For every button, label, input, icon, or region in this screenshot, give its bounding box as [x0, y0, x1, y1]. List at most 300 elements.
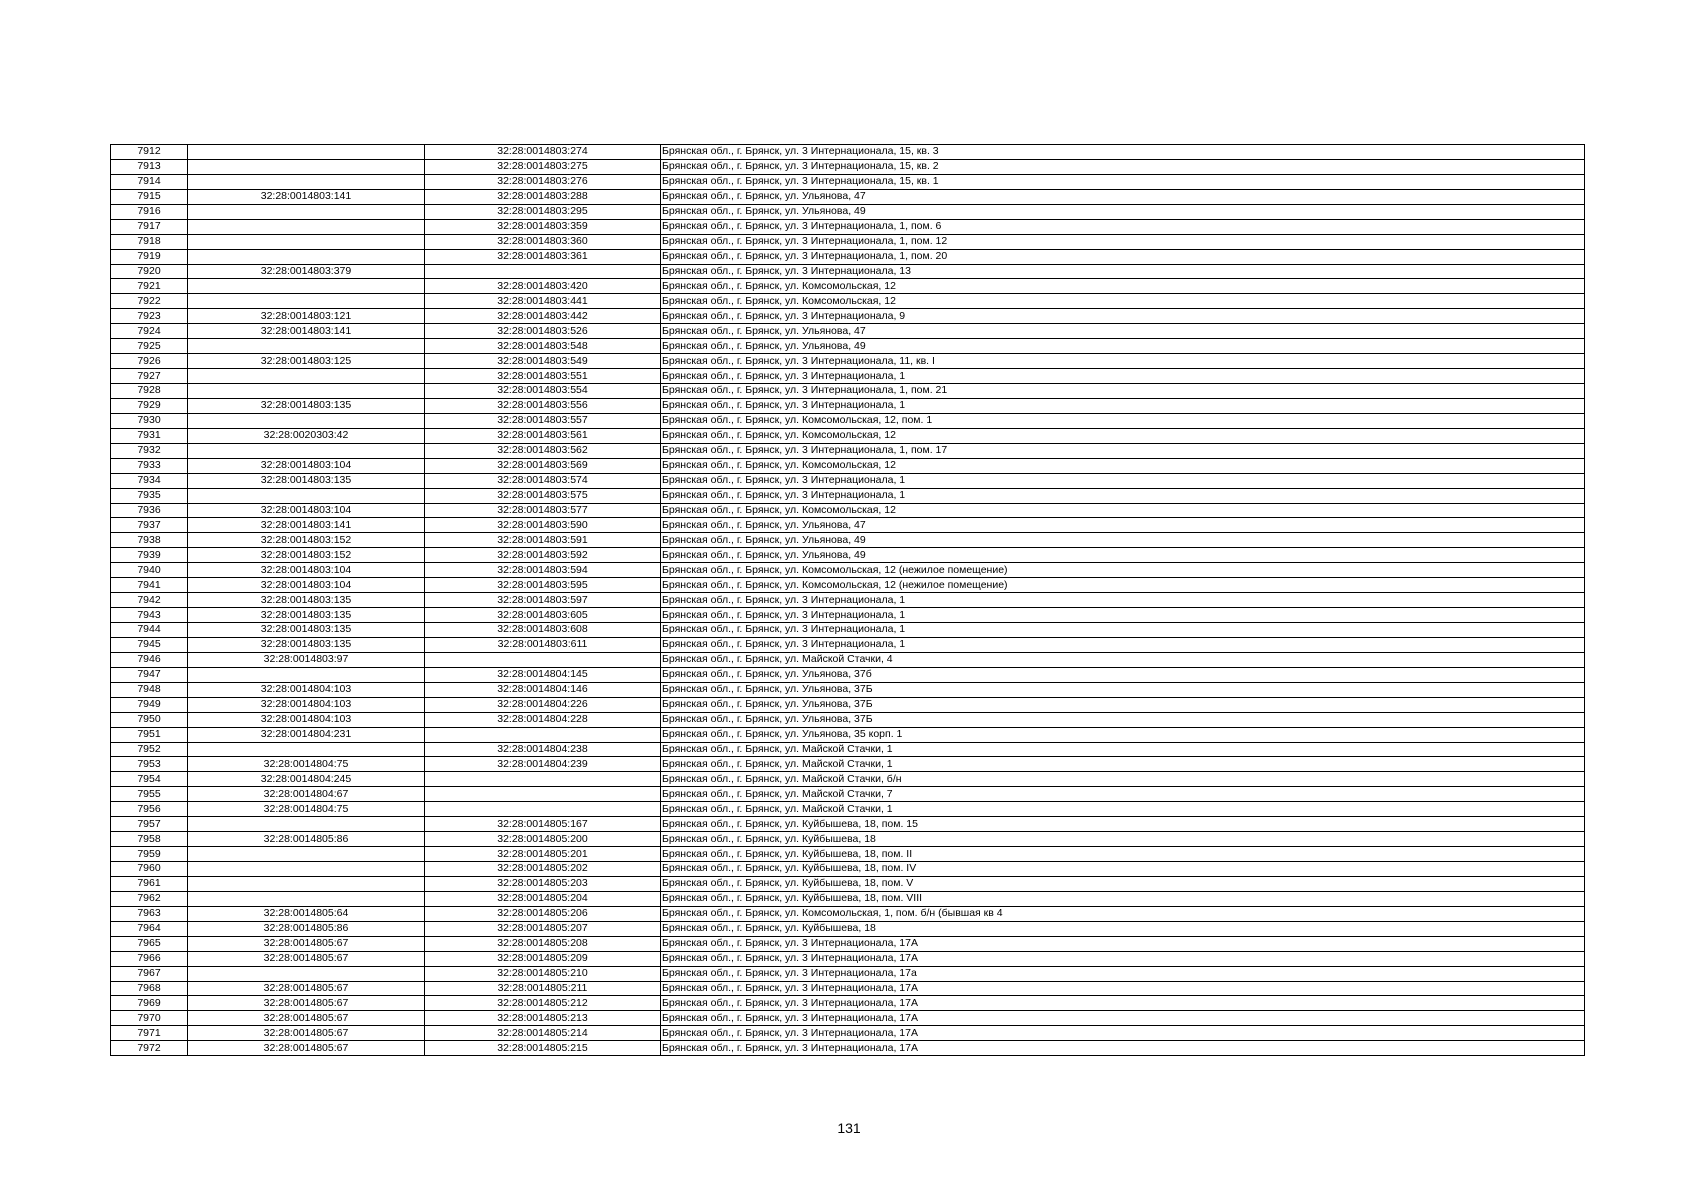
- row-number-cell: 7958: [111, 832, 188, 847]
- table-row: [111, 966, 1585, 981]
- address-cell: Брянская обл., г. Брянск, ул. 3 Интернационала, 1: [661, 593, 1585, 608]
- cadastral-number-cell: 32:28:0014803:274: [425, 145, 661, 160]
- row-number-cell: 7927: [111, 369, 188, 384]
- address-cell: Брянская обл., г. Брянск, ул. 3 Интернационала, 13: [661, 264, 1585, 279]
- cadastral-number-cell: 32:28:0014803:526: [425, 324, 661, 339]
- parent-cadastral-cell: 32:28:0014803:135: [188, 398, 425, 413]
- parent-cadastral-cell: 32:28:0014805:64: [188, 906, 425, 921]
- table-row: [111, 876, 1585, 891]
- parent-cadastral-cell: 32:28:0014804:103: [188, 697, 425, 712]
- row-number-cell: 7916: [111, 204, 188, 219]
- cadastral-number-cell: 32:28:0014803:360: [425, 234, 661, 249]
- cadastral-number-cell: 32:28:0014803:295: [425, 204, 661, 219]
- parent-cadastral-cell: [188, 847, 425, 862]
- row-number-cell: 7926: [111, 354, 188, 369]
- row-number-cell: 7961: [111, 876, 188, 891]
- cadastral-number-cell: 32:28:0014803:595: [425, 578, 661, 593]
- address-cell: Брянская обл., г. Брянск, ул. 3 Интернационала, 17А: [661, 936, 1585, 951]
- parent-cadastral-cell: 32:28:0014805:67: [188, 996, 425, 1011]
- table-row: [111, 578, 1585, 593]
- address-cell: Брянская обл., г. Брянск, ул. 3 Интернационала, 1: [661, 488, 1585, 503]
- cadastral-number-cell: [425, 772, 661, 787]
- address-cell: Брянская обл., г. Брянск, ул. Комсомольская, 1, пом. б/н (бывшая кв 4: [661, 906, 1585, 921]
- row-number-cell: 7963: [111, 906, 188, 921]
- address-cell: Брянская обл., г. Брянск, ул. 3 Интернационала, 9: [661, 309, 1585, 324]
- cadastral-number-cell: 32:28:0014803:359: [425, 219, 661, 234]
- row-number-cell: 7917: [111, 219, 188, 234]
- row-number-cell: 7918: [111, 234, 188, 249]
- address-cell: Брянская обл., г. Брянск, ул. 3 Интернационала, 1, пом. 17: [661, 443, 1585, 458]
- table-row: [111, 757, 1585, 772]
- table-row: [111, 204, 1585, 219]
- parent-cadastral-cell: 32:28:0014803:135: [188, 473, 425, 488]
- address-cell: Брянская обл., г. Брянск, ул. Комсомольская, 12: [661, 503, 1585, 518]
- parent-cadastral-cell: 32:28:0014805:67: [188, 936, 425, 951]
- address-cell: Брянская обл., г. Брянск, ул. Куйбышева, 18, пом. VIII: [661, 891, 1585, 906]
- parent-cadastral-cell: 32:28:0014803:141: [188, 518, 425, 533]
- address-cell: Брянская обл., г. Брянск, ул. Ульянова, 47: [661, 324, 1585, 339]
- parent-cadastral-cell: 32:28:0014803:379: [188, 264, 425, 279]
- row-number-cell: 7936: [111, 503, 188, 518]
- row-number-cell: 7968: [111, 981, 188, 996]
- row-number-cell: 7935: [111, 488, 188, 503]
- cadastral-number-cell: 32:28:0014803:591: [425, 533, 661, 548]
- address-cell: Брянская обл., г. Брянск, ул. 3 Интернационала, 1: [661, 623, 1585, 638]
- table-row: [111, 936, 1585, 951]
- cadastral-number-cell: 32:28:0014803:275: [425, 159, 661, 174]
- table-row: [111, 817, 1585, 832]
- cadastral-number-cell: 32:28:0014805:211: [425, 981, 661, 996]
- address-cell: Брянская обл., г. Брянск, ул. 3 Интернационала, 17А: [661, 981, 1585, 996]
- address-cell: Брянская обл., г. Брянск, ул. Ульянова, 49: [661, 548, 1585, 563]
- cadastral-number-cell: 32:28:0014805:214: [425, 1026, 661, 1041]
- parent-cadastral-cell: 32:28:0014804:245: [188, 772, 425, 787]
- address-cell: Брянская обл., г. Брянск, ул. 3 Интернационала, 1: [661, 369, 1585, 384]
- address-cell: Брянская обл., г. Брянск, ул. Комсомольская, 12: [661, 428, 1585, 443]
- parent-cadastral-cell: 32:28:0014803:104: [188, 563, 425, 578]
- address-cell: Брянская обл., г. Брянск, ул. 3 Интернационала, 15, кв. 1: [661, 174, 1585, 189]
- parent-cadastral-cell: [188, 742, 425, 757]
- table-row: [111, 309, 1585, 324]
- address-cell: Брянская обл., г. Брянск, ул. Ульянова, 37б: [661, 667, 1585, 682]
- cadastral-number-cell: 32:28:0014803:442: [425, 309, 661, 324]
- table-row: [111, 428, 1585, 443]
- address-cell: Брянская обл., г. Брянск, ул. Куйбышева, 18, пом. 15: [661, 817, 1585, 832]
- address-cell: Брянская обл., г. Брянск, ул. Комсомольская, 12: [661, 279, 1585, 294]
- row-number-cell: 7921: [111, 279, 188, 294]
- parent-cadastral-cell: [188, 862, 425, 877]
- table-row: [111, 443, 1585, 458]
- cadastral-number-cell: 32:28:0014805:207: [425, 921, 661, 936]
- table-row: [111, 608, 1585, 623]
- table-row: [111, 145, 1585, 160]
- registry-table: [110, 144, 1585, 1056]
- address-cell: Брянская обл., г. Брянск, ул. Куйбышева, 18, пом. V: [661, 876, 1585, 891]
- address-cell: Брянская обл., г. Брянск, ул. Куйбышева, 18, пом. IV: [661, 862, 1585, 877]
- address-cell: Брянская обл., г. Брянск, ул. Ульянова, 49: [661, 204, 1585, 219]
- address-cell: Брянская обл., г. Брянск, ул. Майской Стачки, 7: [661, 787, 1585, 802]
- row-number-cell: 7964: [111, 921, 188, 936]
- parent-cadastral-cell: 32:28:0014803:135: [188, 608, 425, 623]
- cadastral-number-cell: 32:28:0014803:556: [425, 398, 661, 413]
- cadastral-number-cell: 32:28:0014803:605: [425, 608, 661, 623]
- parent-cadastral-cell: [188, 294, 425, 309]
- row-number-cell: 7959: [111, 847, 188, 862]
- cadastral-number-cell: 32:28:0014804:145: [425, 667, 661, 682]
- table-row: [111, 996, 1585, 1011]
- parent-cadastral-cell: [188, 891, 425, 906]
- parent-cadastral-cell: [188, 817, 425, 832]
- table-row: [111, 652, 1585, 667]
- table-row: [111, 742, 1585, 757]
- address-cell: Брянская обл., г. Брянск, ул. Ульянова, 37Б: [661, 712, 1585, 727]
- address-cell: Брянская обл., г. Брянск, ул. Ульянова, 37Б: [661, 697, 1585, 712]
- table-row: [111, 413, 1585, 428]
- row-number-cell: 7945: [111, 637, 188, 652]
- table-row: [111, 324, 1585, 339]
- row-number-cell: 7912: [111, 145, 188, 160]
- table-row: [111, 667, 1585, 682]
- row-number-cell: 7942: [111, 593, 188, 608]
- cadastral-number-cell: 32:28:0014803:276: [425, 174, 661, 189]
- cadastral-number-cell: 32:28:0014803:549: [425, 354, 661, 369]
- parent-cadastral-cell: 32:28:0014804:231: [188, 727, 425, 742]
- cadastral-number-cell: 32:28:0014803:557: [425, 413, 661, 428]
- address-cell: Брянская обл., г. Брянск, ул. Майской Стачки, 1: [661, 802, 1585, 817]
- table-row: [111, 503, 1585, 518]
- row-number-cell: 7919: [111, 249, 188, 264]
- address-cell: Брянская обл., г. Брянск, ул. Комсомольская, 12, пом. 1: [661, 413, 1585, 428]
- row-number-cell: 7933: [111, 458, 188, 473]
- parent-cadastral-cell: [188, 876, 425, 891]
- cadastral-number-cell: 32:28:0014803:288: [425, 189, 661, 204]
- cadastral-number-cell: 32:28:0014803:361: [425, 249, 661, 264]
- row-number-cell: 7955: [111, 787, 188, 802]
- table-row: [111, 384, 1585, 399]
- row-number-cell: 7950: [111, 712, 188, 727]
- table-row: [111, 1041, 1585, 1056]
- cadastral-number-cell: 32:28:0014805:201: [425, 847, 661, 862]
- cadastral-number-cell: [425, 802, 661, 817]
- row-number-cell: 7925: [111, 339, 188, 354]
- table-row: [111, 593, 1585, 608]
- table-row: [111, 712, 1585, 727]
- cadastral-number-cell: 32:28:0014805:215: [425, 1041, 661, 1056]
- table-row: [111, 264, 1585, 279]
- cadastral-number-cell: 32:28:0014803:594: [425, 563, 661, 578]
- address-cell: Брянская обл., г. Брянск, ул. 3 Интернационала, 17А: [661, 1041, 1585, 1056]
- parent-cadastral-cell: [188, 443, 425, 458]
- parent-cadastral-cell: 32:28:0014803:152: [188, 533, 425, 548]
- parent-cadastral-cell: 32:28:0014803:104: [188, 503, 425, 518]
- cadastral-number-cell: 32:28:0014805:209: [425, 951, 661, 966]
- cadastral-number-cell: 32:28:0014803:548: [425, 339, 661, 354]
- cadastral-number-cell: 32:28:0014803:611: [425, 637, 661, 652]
- address-cell: Брянская обл., г. Брянск, ул. 3 Интернационала, 17А: [661, 1026, 1585, 1041]
- table-row: [111, 981, 1585, 996]
- address-cell: Брянская обл., г. Брянск, ул. Ульянова, 35 корп. 1: [661, 727, 1585, 742]
- parent-cadastral-cell: 32:28:0014803:141: [188, 189, 425, 204]
- table-row: [111, 832, 1585, 847]
- cadastral-number-cell: 32:28:0014805:167: [425, 817, 661, 832]
- cadastral-number-cell: 32:28:0014804:239: [425, 757, 661, 772]
- address-cell: Брянская обл., г. Брянск, ул. Ульянова, 37Б: [661, 682, 1585, 697]
- cadastral-number-cell: 32:28:0014803:554: [425, 384, 661, 399]
- address-cell: Брянская обл., г. Брянск, ул. 3 Интернационала, 17А: [661, 996, 1585, 1011]
- address-cell: Брянская обл., г. Брянск, ул. Майской Стачки, 1: [661, 742, 1585, 757]
- parent-cadastral-cell: [188, 249, 425, 264]
- row-number-cell: 7940: [111, 563, 188, 578]
- address-cell: Брянская обл., г. Брянск, ул. 3 Интернационала, 15, кв. 2: [661, 159, 1585, 174]
- parent-cadastral-cell: [188, 369, 425, 384]
- row-number-cell: 7946: [111, 652, 188, 667]
- parent-cadastral-cell: 32:28:0014803:135: [188, 637, 425, 652]
- cadastral-number-cell: [425, 264, 661, 279]
- address-cell: Брянская обл., г. Брянск, ул. 3 Интернационала, 17а: [661, 966, 1585, 981]
- row-number-cell: 7954: [111, 772, 188, 787]
- table-row: [111, 772, 1585, 787]
- address-cell: Брянская обл., г. Брянск, ул. 3 Интернационала, 17А: [661, 951, 1585, 966]
- table-row: [111, 623, 1585, 638]
- address-cell: Брянская обл., г. Брянск, ул. Ульянова, 49: [661, 533, 1585, 548]
- registry-table-body: [111, 145, 1585, 1056]
- table-row: [111, 862, 1585, 877]
- row-number-cell: 7913: [111, 159, 188, 174]
- parent-cadastral-cell: 32:28:0014803:135: [188, 623, 425, 638]
- row-number-cell: 7948: [111, 682, 188, 697]
- cadastral-number-cell: 32:28:0014803:551: [425, 369, 661, 384]
- row-number-cell: 7930: [111, 413, 188, 428]
- table-row: [111, 189, 1585, 204]
- address-cell: Брянская обл., г. Брянск, ул. 3 Интернационала, 1, пом. 20: [661, 249, 1585, 264]
- table-row: [111, 1011, 1585, 1026]
- table-row: [111, 159, 1585, 174]
- cadastral-number-cell: 32:28:0014803:569: [425, 458, 661, 473]
- address-cell: Брянская обл., г. Брянск, ул. Майской Стачки, б/н: [661, 772, 1585, 787]
- table-row: [111, 219, 1585, 234]
- parent-cadastral-cell: [188, 667, 425, 682]
- row-number-cell: 7953: [111, 757, 188, 772]
- address-cell: Брянская обл., г. Брянск, ул. Комсомольская, 12 (нежилое помещение): [661, 578, 1585, 593]
- address-cell: Брянская обл., г. Брянск, ул. Ульянова, 47: [661, 518, 1585, 533]
- row-number-cell: 7934: [111, 473, 188, 488]
- table-row: [111, 921, 1585, 936]
- table-row: [111, 637, 1585, 652]
- table-row: [111, 354, 1585, 369]
- address-cell: Брянская обл., г. Брянск, ул. 3 Интернационала, 1: [661, 637, 1585, 652]
- parent-cadastral-cell: 32:28:0014805:86: [188, 832, 425, 847]
- address-cell: Брянская обл., г. Брянск, ул. Куйбышева, 18, пом. II: [661, 847, 1585, 862]
- parent-cadastral-cell: [188, 174, 425, 189]
- cadastral-number-cell: 32:28:0014805:212: [425, 996, 661, 1011]
- cadastral-number-cell: 32:28:0014804:226: [425, 697, 661, 712]
- address-cell: Брянская обл., г. Брянск, ул. Майской Стачки, 4: [661, 652, 1585, 667]
- address-cell: Брянская обл., г. Брянск, ул. Комсомольская, 12 (нежилое помещение): [661, 563, 1585, 578]
- table-row: [111, 727, 1585, 742]
- cadastral-number-cell: 32:28:0014803:561: [425, 428, 661, 443]
- address-cell: Брянская обл., г. Брянск, ул. 3 Интернационала, 1: [661, 398, 1585, 413]
- table-row: [111, 906, 1585, 921]
- parent-cadastral-cell: [188, 413, 425, 428]
- parent-cadastral-cell: [188, 966, 425, 981]
- parent-cadastral-cell: [188, 488, 425, 503]
- cadastral-number-cell: 32:28:0014803:597: [425, 593, 661, 608]
- cadastral-number-cell: 32:28:0014805:200: [425, 832, 661, 847]
- row-number-cell: 7932: [111, 443, 188, 458]
- address-cell: Брянская обл., г. Брянск, ул. Комсомольская, 12: [661, 458, 1585, 473]
- row-number-cell: 7920: [111, 264, 188, 279]
- parent-cadastral-cell: 32:28:0014805:86: [188, 921, 425, 936]
- row-number-cell: 7941: [111, 578, 188, 593]
- address-cell: Брянская обл., г. Брянск, ул. Майской Стачки, 1: [661, 757, 1585, 772]
- cadastral-number-cell: 32:28:0014804:238: [425, 742, 661, 757]
- cadastral-number-cell: 32:28:0014803:608: [425, 623, 661, 638]
- cadastral-number-cell: 32:28:0014805:206: [425, 906, 661, 921]
- table-row: [111, 951, 1585, 966]
- cadastral-number-cell: [425, 787, 661, 802]
- table-row: [111, 563, 1585, 578]
- parent-cadastral-cell: [188, 159, 425, 174]
- address-cell: Брянская обл., г. Брянск, ул. 3 Интернационала, 1, пом. 21: [661, 384, 1585, 399]
- parent-cadastral-cell: 32:28:0014804:67: [188, 787, 425, 802]
- cadastral-number-cell: 32:28:0014803:441: [425, 294, 661, 309]
- row-number-cell: 7943: [111, 608, 188, 623]
- table-row: [111, 398, 1585, 413]
- address-cell: Брянская обл., г. Брянск, ул. Куйбышева, 18: [661, 832, 1585, 847]
- table-row: [111, 279, 1585, 294]
- row-number-cell: 7952: [111, 742, 188, 757]
- row-number-cell: 7914: [111, 174, 188, 189]
- table-row: [111, 473, 1585, 488]
- cadastral-number-cell: 32:28:0014804:228: [425, 712, 661, 727]
- table-row: [111, 488, 1585, 503]
- table-row: [111, 174, 1585, 189]
- cadastral-number-cell: 32:28:0014805:204: [425, 891, 661, 906]
- row-number-cell: 7915: [111, 189, 188, 204]
- parent-cadastral-cell: [188, 279, 425, 294]
- cadastral-number-cell: [425, 727, 661, 742]
- row-number-cell: 7938: [111, 533, 188, 548]
- table-row: [111, 802, 1585, 817]
- table-row: [111, 249, 1585, 264]
- row-number-cell: 7924: [111, 324, 188, 339]
- address-cell: Брянская обл., г. Брянск, ул. 3 Интернационала, 1: [661, 473, 1585, 488]
- cadastral-number-cell: 32:28:0014803:574: [425, 473, 661, 488]
- address-cell: Брянская обл., г. Брянск, ул. 3 Интернационала, 1, пом. 12: [661, 234, 1585, 249]
- address-cell: Брянская обл., г. Брянск, ул. Комсомольская, 12: [661, 294, 1585, 309]
- table-row: [111, 294, 1585, 309]
- table-row: [111, 787, 1585, 802]
- row-number-cell: 7923: [111, 309, 188, 324]
- parent-cadastral-cell: 32:28:0014805:67: [188, 951, 425, 966]
- parent-cadastral-cell: [188, 339, 425, 354]
- table-row: [111, 518, 1585, 533]
- cadastral-number-cell: 32:28:0014803:420: [425, 279, 661, 294]
- row-number-cell: 7949: [111, 697, 188, 712]
- row-number-cell: 7956: [111, 802, 188, 817]
- row-number-cell: 7966: [111, 951, 188, 966]
- row-number-cell: 7957: [111, 817, 188, 832]
- row-number-cell: 7970: [111, 1011, 188, 1026]
- row-number-cell: 7931: [111, 428, 188, 443]
- parent-cadastral-cell: 32:28:0014805:67: [188, 1041, 425, 1056]
- table-row: [111, 847, 1585, 862]
- table-row: [111, 234, 1585, 249]
- parent-cadastral-cell: 32:28:0020303:42: [188, 428, 425, 443]
- parent-cadastral-cell: [188, 145, 425, 160]
- page-number: 131: [837, 1120, 861, 1136]
- table-row: [111, 339, 1585, 354]
- row-number-cell: 7922: [111, 294, 188, 309]
- cadastral-number-cell: 32:28:0014805:208: [425, 936, 661, 951]
- row-number-cell: 7939: [111, 548, 188, 563]
- row-number-cell: 7937: [111, 518, 188, 533]
- row-number-cell: 7944: [111, 623, 188, 638]
- row-number-cell: 7969: [111, 996, 188, 1011]
- parent-cadastral-cell: 32:28:0014803:104: [188, 458, 425, 473]
- parent-cadastral-cell: 32:28:0014803:121: [188, 309, 425, 324]
- cadastral-number-cell: [425, 652, 661, 667]
- cadastral-number-cell: 32:28:0014803:590: [425, 518, 661, 533]
- cadastral-number-cell: 32:28:0014805:213: [425, 1011, 661, 1026]
- cadastral-number-cell: 32:28:0014803:562: [425, 443, 661, 458]
- cadastral-number-cell: 32:28:0014803:577: [425, 503, 661, 518]
- cadastral-number-cell: 32:28:0014805:203: [425, 876, 661, 891]
- row-number-cell: 7947: [111, 667, 188, 682]
- row-number-cell: 7971: [111, 1026, 188, 1041]
- parent-cadastral-cell: 32:28:0014804:103: [188, 712, 425, 727]
- cadastral-number-cell: 32:28:0014805:210: [425, 966, 661, 981]
- row-number-cell: 7965: [111, 936, 188, 951]
- parent-cadastral-cell: 32:28:0014803:125: [188, 354, 425, 369]
- row-number-cell: 7951: [111, 727, 188, 742]
- parent-cadastral-cell: 32:28:0014804:103: [188, 682, 425, 697]
- parent-cadastral-cell: [188, 204, 425, 219]
- parent-cadastral-cell: 32:28:0014805:67: [188, 1026, 425, 1041]
- address-cell: Брянская обл., г. Брянск, ул. 3 Интернационала, 17А: [661, 1011, 1585, 1026]
- table-row: [111, 458, 1585, 473]
- parent-cadastral-cell: 32:28:0014805:67: [188, 981, 425, 996]
- parent-cadastral-cell: [188, 234, 425, 249]
- parent-cadastral-cell: 32:28:0014804:75: [188, 757, 425, 772]
- parent-cadastral-cell: 32:28:0014803:104: [188, 578, 425, 593]
- address-cell: Брянская обл., г. Брянск, ул. 3 Интернационала, 15, кв. 3: [661, 145, 1585, 160]
- address-cell: Брянская обл., г. Брянск, ул. Куйбышева, 18: [661, 921, 1585, 936]
- table-row: [111, 533, 1585, 548]
- table-row: [111, 548, 1585, 563]
- row-number-cell: 7967: [111, 966, 188, 981]
- cadastral-number-cell: 32:28:0014803:592: [425, 548, 661, 563]
- parent-cadastral-cell: 32:28:0014803:141: [188, 324, 425, 339]
- parent-cadastral-cell: 32:28:0014805:67: [188, 1011, 425, 1026]
- parent-cadastral-cell: 32:28:0014803:97: [188, 652, 425, 667]
- row-number-cell: 7972: [111, 1041, 188, 1056]
- row-number-cell: 7928: [111, 384, 188, 399]
- table-row: [111, 1026, 1585, 1041]
- cadastral-number-cell: 32:28:0014803:575: [425, 488, 661, 503]
- parent-cadastral-cell: 32:28:0014803:152: [188, 548, 425, 563]
- address-cell: Брянская обл., г. Брянск, ул. Ульянова, 47: [661, 189, 1585, 204]
- parent-cadastral-cell: [188, 219, 425, 234]
- table-row: [111, 891, 1585, 906]
- parent-cadastral-cell: [188, 384, 425, 399]
- cadastral-number-cell: 32:28:0014804:146: [425, 682, 661, 697]
- parent-cadastral-cell: 32:28:0014803:135: [188, 593, 425, 608]
- table-row: [111, 697, 1585, 712]
- row-number-cell: 7960: [111, 862, 188, 877]
- parent-cadastral-cell: 32:28:0014804:75: [188, 802, 425, 817]
- address-cell: Брянская обл., г. Брянск, ул. 3 Интернационала, 1: [661, 608, 1585, 623]
